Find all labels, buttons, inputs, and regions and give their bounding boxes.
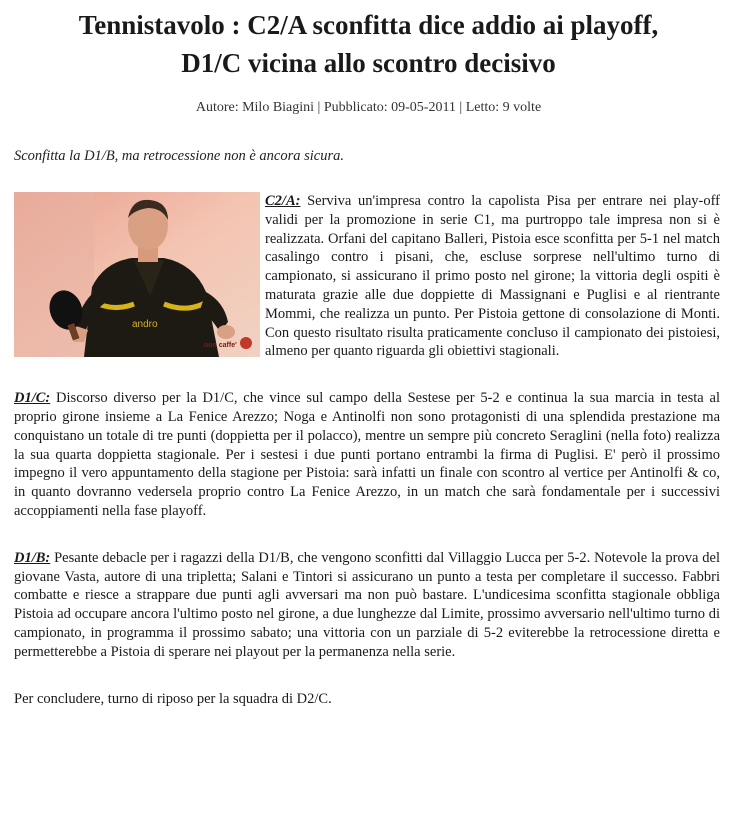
paragraph-text: Serviva un'impresa contro la capolista Pisa per entrare nei play-off validi per la promozione in serie C1, ma purtroppo tale impresa non si è realizzata. Orfani del capitano Balleri, Pistoia esce sconfitta per 5-1 nel match casalingo contro i pisani, che, escluse sorprese nell'ultimo turno di campionato, si assicurano il primo posto nel girone; la vittoria degli ospiti è maturata grazie alle due doppiette di Massignani e Puglisi e al rientrante Mommi, che realizza un punto. Per Pistoia gettone di consolazione di Monti. Con questo risultato risulta praticamente concluso il campionato dei pistoiesi, almeno per quanto riguarda gli obiettivi stagionali. xyxy=(265,193,720,360)
article-intro: Sconfitta la D1/B, ma retrocessione non è ancora sicura. xyxy=(14,148,344,164)
player-illustration-icon xyxy=(14,192,260,357)
article-body xyxy=(14,192,720,736)
article-title xyxy=(0,6,737,82)
paragraph-lead: C2/A: xyxy=(265,193,301,209)
paragraph-d1c xyxy=(14,389,720,521)
article-title-line-1: Tennistavolo : C2/A sconfitta dice addio ai playoff, xyxy=(78,10,659,40)
paragraph-lead: D1/B: xyxy=(14,549,51,566)
paragraph-closing: Per concludere, turno di riposo per la squadra di D2/C. xyxy=(14,690,332,707)
svg-text:andro: andro xyxy=(132,319,158,330)
paragraph-lead: D1/C: xyxy=(14,390,51,407)
article-title-line-2: D1/C vicina allo scontro decisivo xyxy=(181,48,556,78)
paragraph-d1b xyxy=(14,549,720,662)
article-meta: Autore: Milo Biagini | Pubblicato: 09-05-2011 | Letto: 9 volte xyxy=(195,100,542,115)
paragraph-text: Discorso diverso per la D1/C, che vince sul campo della Sestese per 5-2 e continua la sua marcia in testa al proprio girone insieme a La Fenice Arezzo; Noga e Antinolfi non sono protagonisti di una splendida prestazione ma conquistano un totale di tre punti (doppietta per il polacco), mentre un sempre più concreto Seraglini (nella foto) realizza la sua quarta doppietta stagionale. Per i sestesi i due punti portano entrambi la firma di Puglisi. E' però il prossimo impegno il vero appuntamento della stagione per Pistoia: sarà infatti un finale con scontro al vertice per Antinolfi & co, in quanto dovranno vedersela proprio contro La Fenice Arezzo, in un match che sarà fondamentale per i successivi accoppiamenti nella fase playoff. xyxy=(14,390,720,519)
table-tennis-player-photo xyxy=(14,192,260,357)
paragraph-text: Pesante debacle per i ragazzi della D1/B, che vengono sconfitti dal Villaggio Lucca per 5-2. Notevole la prova del giovane Vasta, autore di una tripletta; Salani e Tintori si assicurano un punto a testa per completare il successo. Fabbri combatte e riesce a strappare due punti agli avversari ma non può bastare. L'undicesima sconfitta stagionale obbliga Pistoia ad occupare ancora l'ultimo posto nel girone, a due lunghezze dal Limite, prossimo avversario nell'ultimo turno di campionato, in programma il prossimo sabato; una vittoria con un parziale di 5-2 eviterebbe la retrocessione diretta e permetterebbe a Pistoia di sperare nei playout per la permanenza nella serie. xyxy=(14,549,720,660)
photo-credit: ooo caffe' xyxy=(204,342,237,349)
